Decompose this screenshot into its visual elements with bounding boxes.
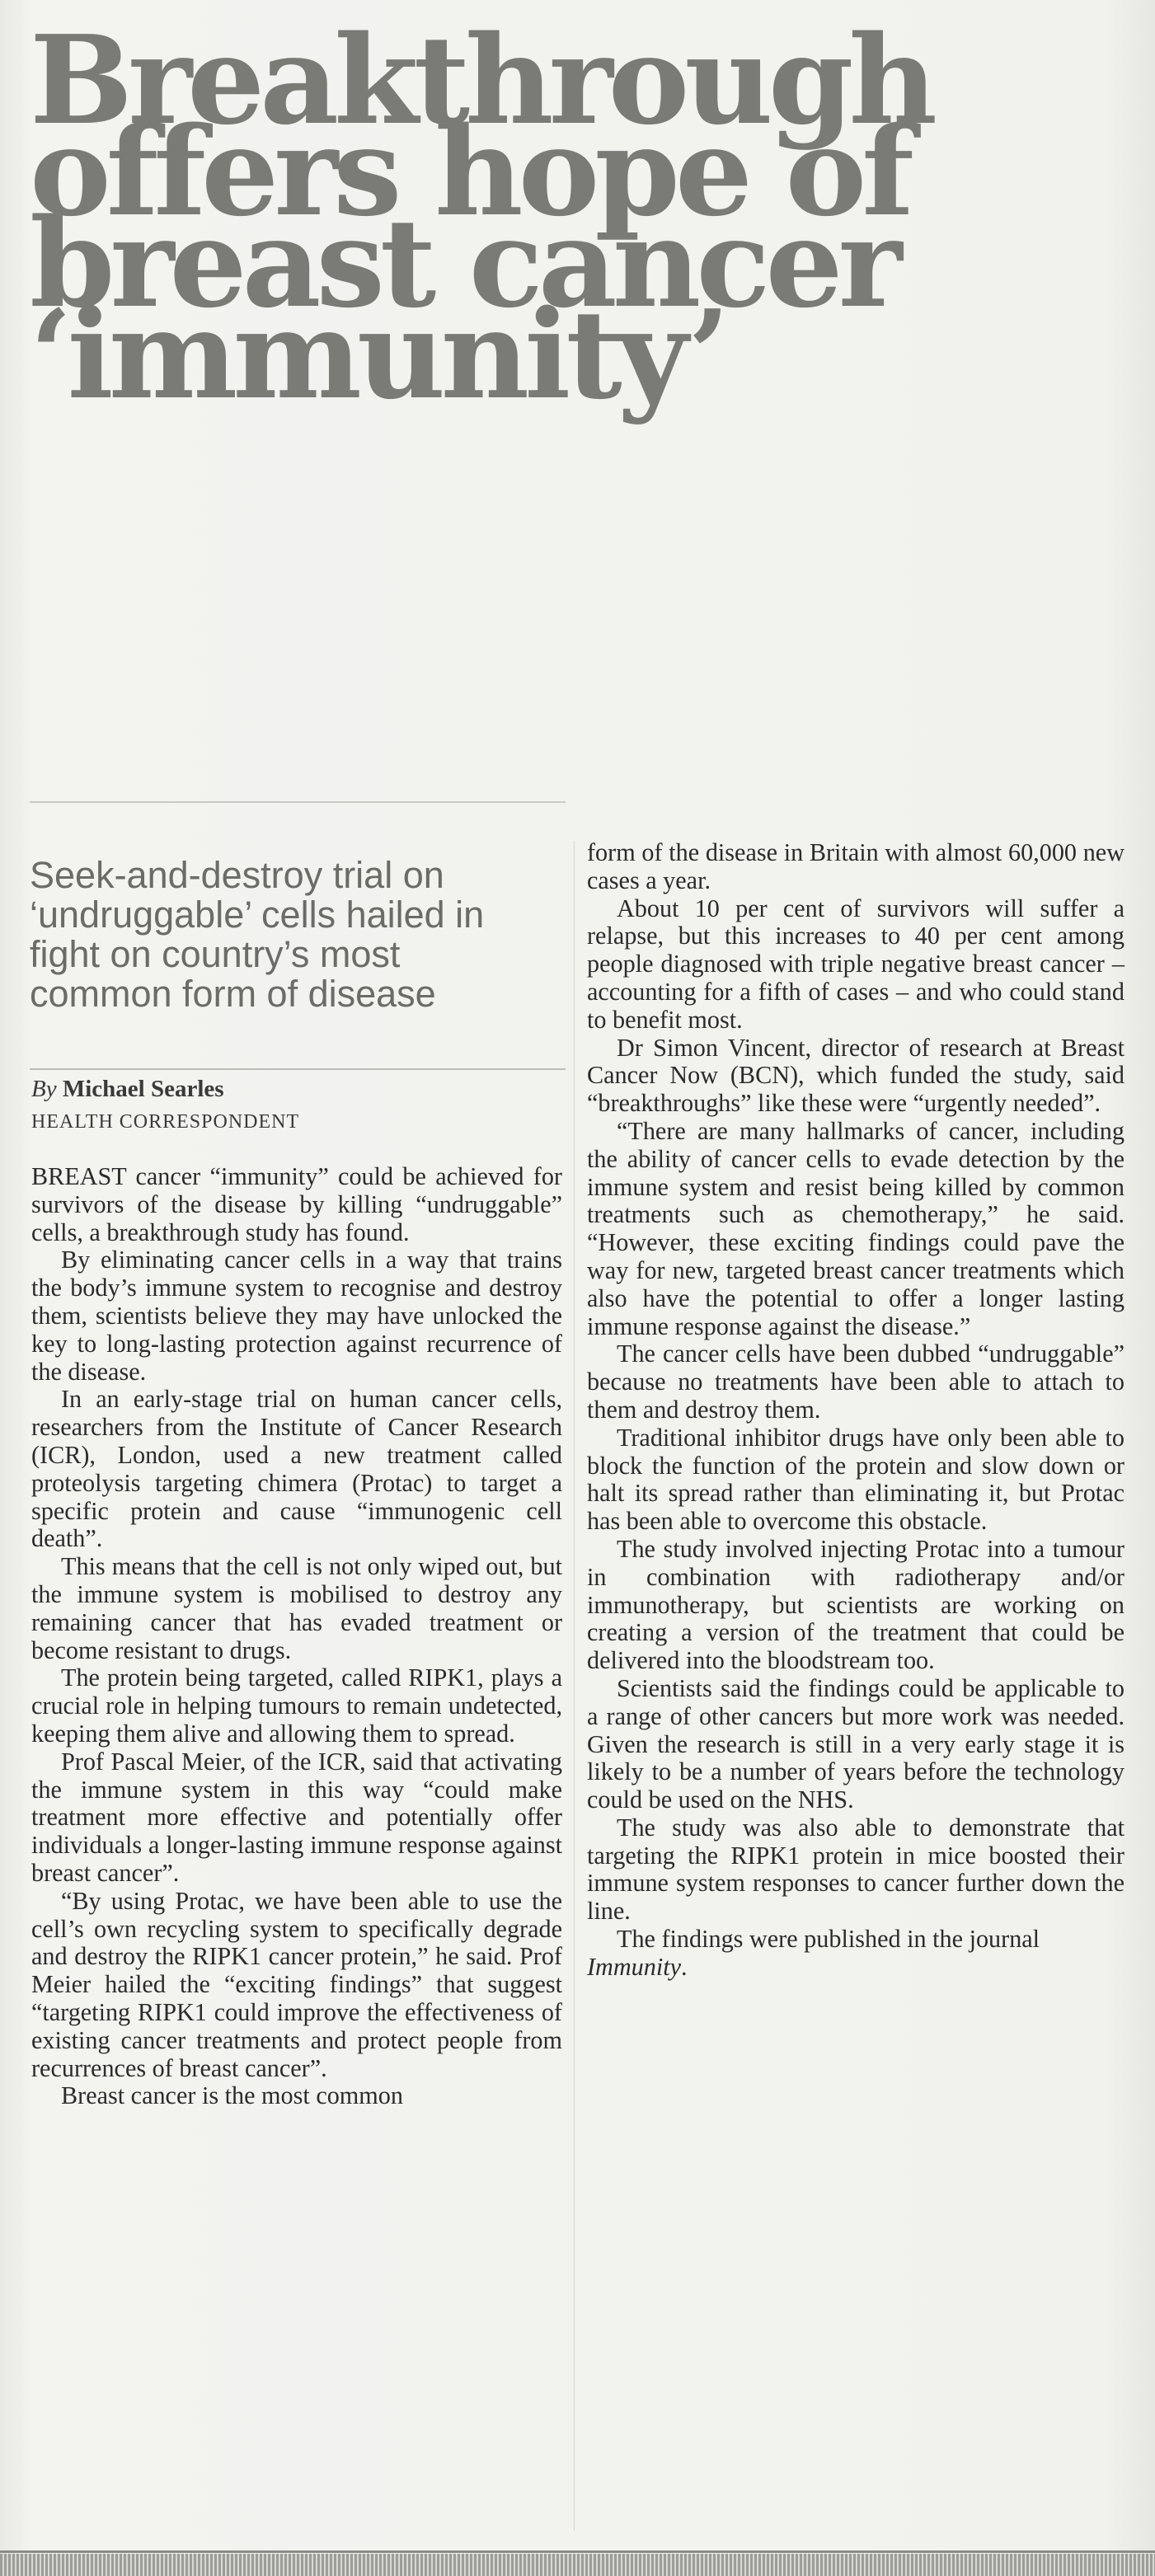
paragraph: By eliminating cancer cells in a way that trains the body’s immune system to recognise and destroy them, scientists believe they may have unlocked the key to long-lasting protection against recurrence of the disease. (31, 1246, 562, 1386)
byline (31, 1075, 224, 1103)
journal-name: Immunity (587, 1952, 682, 1981)
paragraph: About 10 per cent of survivors will suffer a relapse, but this increases to 40 per cent among people diagnosed with triple negative breast cancer – accounting for a fifth of cases – and who could stand to benefit most. (587, 894, 1124, 1034)
paragraph: Dr Simon Vincent, director of research at Breast Cancer Now (BCN), which funded the study, said “breakthroughs” like these were “urgently needed”. (587, 1033, 1124, 1118)
paragraph: BREAST cancer “immunity” could be achieved for survivors of the disease by killing “undruggable” cells, a breakthrough study has found. (31, 1162, 562, 1246)
paragraph (587, 1926, 1124, 1982)
paragraph: Traditional inhibitor drugs have only been able to block the function of the protein and slow down or halt its spread rather than eliminating it, but Protac has been able to overcome this obstacle. (587, 1423, 1124, 1536)
article-column-1 (31, 1163, 562, 2110)
divider (30, 801, 566, 803)
divider (30, 1068, 566, 1070)
paragraph: “By using Protac, we have been able to use the cell’s own recycling system to specifically degrade and destroy the RIPK1 cancer protein,” he said. Prof Meier hailed the “exciting findings” that suggest “targeting RIPK1 could improve the effectiveness of existing cancer treatments and protect people from recurrences of breast cancer”. (31, 1886, 562, 2082)
paragraph: The cancer cells have been dubbed “undruggable” because no treatments have been able to attach to them and destroy them. (587, 1340, 1124, 1424)
final-text: The findings were published in the journal (617, 1925, 1040, 1954)
page-edge-pattern (0, 2554, 1155, 2576)
paragraph: The protein being targeted, called RIPK1, plays a crucial role in helping tumours to remain undetected, keeping them alive and allowing them to spread. (31, 1663, 562, 1748)
paragraph: The study involved injecting Protac into a tumour in combination with radiotherapy and/or immunotherapy, but scientists are working on creating a version of the treatment that could be delivered into the bloodstream too. (587, 1534, 1124, 1675)
final-period: . (681, 1952, 688, 1981)
page-edge-rule (0, 2550, 1155, 2553)
article-standfirst: Seek-and-destroy trial on ‘undruggable’ cells hailed in fight on country’s most common form of disease (30, 854, 485, 1015)
paragraph: In an early-stage trial on human cancer cells, researchers from the Institute of Cancer Research (ICR), London, used a new treatment called proteolysis targeting chimera (Protac) to target a specific protein and cause “immunogenic cell death”. (31, 1385, 562, 1553)
article-column-2 (587, 839, 1124, 1982)
paragraph: Prof Pascal Meier, of the ICR, said that activating the immune system in this way “could make treatment more effective and potentially offer individuals a longer-lasting immune response against breast cancer”. (31, 1747, 562, 1887)
paragraph: Breast cancer is the most common (61, 2081, 403, 2110)
paragraph: Scientists said the findings could be applicable to a range of other cancers but more work was needed. Given the research is still in a very early stage it is likely to be a number of years before the technology could be used on the NHS. (587, 1673, 1124, 1814)
paragraph: This means that the cell is not only wiped out, but the immune system is mobilised to destroy any remaining cancer that has evaded treatment or become resistant to drugs. (31, 1552, 562, 1664)
byline-prefix: By (31, 1076, 57, 1102)
column-rule (574, 841, 575, 2531)
author-name: Michael Searles (62, 1076, 224, 1102)
paragraph: The study was also able to demonstrate that targeting the RIPK1 protein in mice boosted their immune system responses to cancer further down the line. (587, 1813, 1124, 1926)
author-role: HEALTH CORRESPONDENT (31, 1111, 300, 1133)
paragraph: form of the disease in Britain with almost 60,000 new cases a year. (587, 838, 1124, 894)
paragraph: “There are many hallmarks of cancer, including the ability of cancer cells to evade detection by the immune system and resist being killed by common treatments such as chemotherapy,” he said. “However, these exciting findings could pave the way for new, targeted breast cancer treatments which also have the potential to offer a longer lasting immune response against the disease.” (587, 1116, 1124, 1340)
article-headline: Breakthrough offers hope of breast cancer ‘immunity’ (30, 8, 933, 426)
